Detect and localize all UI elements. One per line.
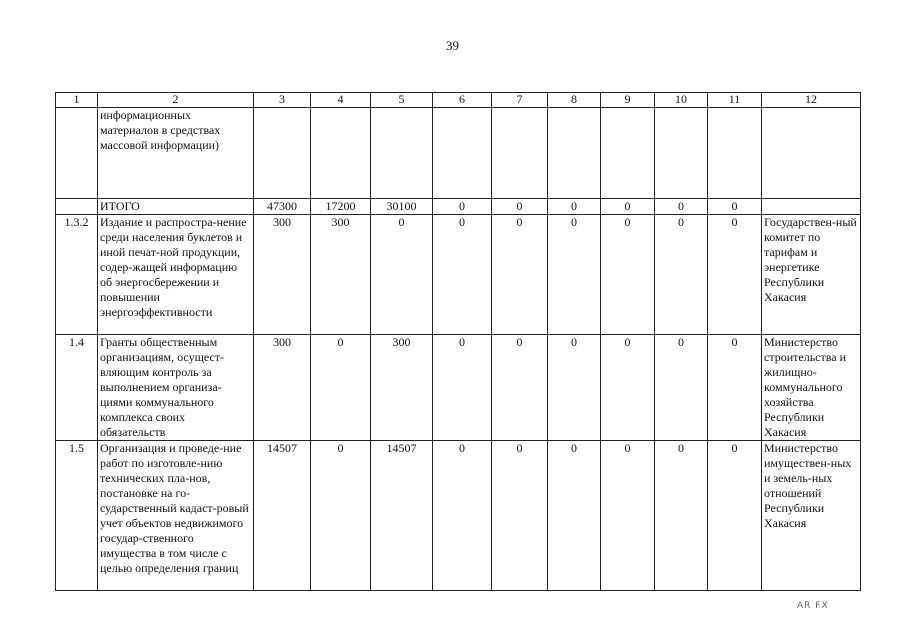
row-executor: Министерство строительства и жилищно-коммунального хозяйства Республики Хакасия [762, 335, 861, 441]
column-header-row [56, 93, 861, 108]
total-value: 0 [433, 199, 492, 215]
row-value: 0 [708, 215, 762, 335]
row-value: 0 [371, 215, 433, 335]
column-header: 12 [762, 93, 861, 108]
row-value: 0 [655, 335, 708, 441]
total-value: 30100 [371, 199, 433, 215]
page-number: 39 [446, 38, 459, 53]
row-value: 0 [601, 335, 655, 441]
row-value: 0 [433, 215, 492, 335]
row-value: 0 [548, 441, 601, 591]
column-header: 1 [56, 93, 98, 108]
total-value: 17200 [311, 199, 371, 215]
row-value: 14507 [254, 441, 311, 591]
total-value: 0 [601, 199, 655, 215]
column-header: 9 [601, 93, 655, 108]
row-value: 0 [655, 441, 708, 591]
row-value: 0 [433, 335, 492, 441]
row-code: 1.4 [56, 335, 98, 441]
row-value: 0 [601, 215, 655, 335]
column-header: 10 [655, 93, 708, 108]
row-value: 0 [492, 335, 548, 441]
column-header: 2 [98, 93, 254, 108]
footer-mark: AR FX [797, 601, 829, 611]
total-value: 0 [708, 199, 762, 215]
row-value: 0 [655, 215, 708, 335]
row-value: 0 [708, 441, 762, 591]
total-value: 0 [655, 199, 708, 215]
column-header: 3 [254, 93, 311, 108]
table-row [56, 441, 861, 591]
row-value: 300 [371, 335, 433, 441]
column-header: 4 [311, 93, 371, 108]
total-value: 0 [548, 199, 601, 215]
row-value: 300 [254, 215, 311, 335]
row-executor: Государствен-ный комитет по тарифам и энергетике Республики Хакасия [762, 215, 861, 335]
row-code: 1.3.2 [56, 215, 98, 335]
budget-table [55, 92, 861, 591]
total-value: 0 [492, 199, 548, 215]
total-value: 47300 [254, 199, 311, 215]
row-value: 0 [433, 441, 492, 591]
column-header: 7 [492, 93, 548, 108]
column-header: 6 [433, 93, 492, 108]
row-value: 0 [311, 335, 371, 441]
row-value: 0 [548, 215, 601, 335]
row-code: 1.5 [56, 441, 98, 591]
table-row [56, 335, 861, 441]
row-value: 300 [254, 335, 311, 441]
row-value: 0 [708, 335, 762, 441]
table-row [56, 215, 861, 335]
column-header: 5 [371, 93, 433, 108]
row-description: Организация и проведе-ние работ по изготовле-нию технических пла-нов, постановке на го-сударственный кадаст-ровый учет объектов недвижимого государ-ственного имущества в том числе с целью определения границ [98, 441, 254, 591]
row-executor: Министерство имуществен-ных и земель-ных отношений Республики Хакасия [762, 441, 861, 591]
continuation-text: информационных материалов в средствах массовой информации) [98, 108, 254, 199]
column-header: 11 [708, 93, 762, 108]
total-executor [762, 199, 861, 215]
row-value: 0 [601, 441, 655, 591]
continuation-row [56, 108, 861, 199]
row-value: 0 [311, 441, 371, 591]
row-description: Гранты общественным организациям, осущест-вляющим контроль за выполнением организа-циями коммунального комплекса своих обязательств [98, 335, 254, 441]
row-value: 300 [311, 215, 371, 335]
row-value: 0 [492, 441, 548, 591]
total-label: ИТОГО [98, 199, 254, 215]
row-description: Издание и распростра-нение среди населения буклетов и иной печат-ной продукции, содер-жащей информацию об энергосбережении и повышении энергоэффективности [98, 215, 254, 335]
total-row [56, 199, 861, 215]
row-value: 0 [548, 335, 601, 441]
row-value: 0 [492, 215, 548, 335]
column-header: 8 [548, 93, 601, 108]
row-value: 14507 [371, 441, 433, 591]
